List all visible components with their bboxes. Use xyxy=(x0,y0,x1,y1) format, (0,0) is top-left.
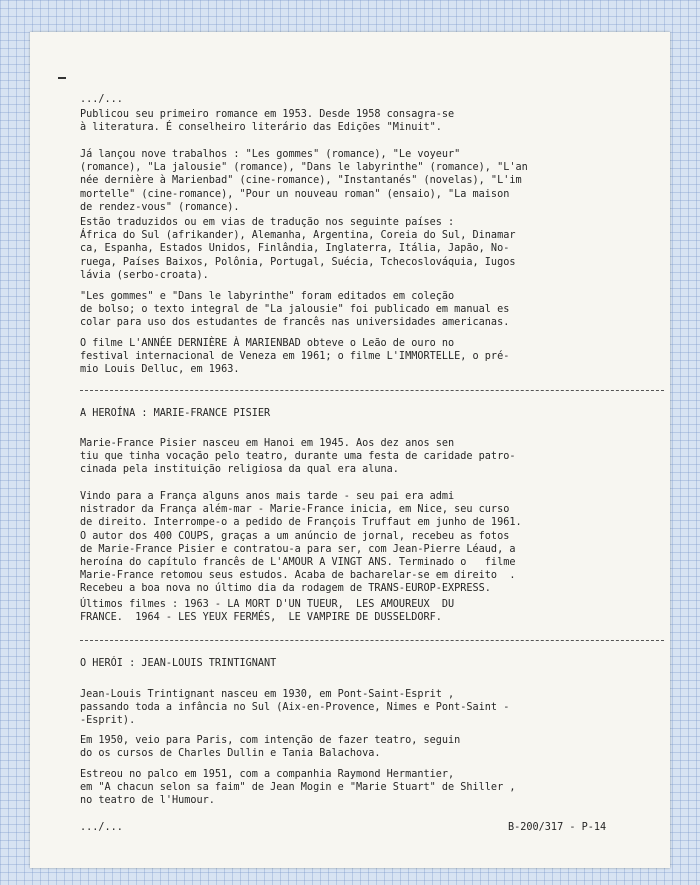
section-divider xyxy=(80,640,664,641)
paragraph-heroine-films: Últimos filmes : 1963 - LA MORT D'UN TUEUR, LES AMOUREUX DU FRANCE. 1964 - LES YEUX FERMÉS, LE VAMPIRE DE DUSSELDORF. xyxy=(80,599,455,624)
paragraph-editions: "Les gommes" e "Dans le labyrinthe" foram editados em coleção de bolso; o texto integral de "La jalousie" foi publicado em manual es colar para uso dos estudantes de francês nas universidades americanas. xyxy=(80,291,510,329)
document-reference: B-200/317 - P-14 xyxy=(508,822,607,833)
paragraph-heroine-birth: Marie-France Pisier nasceu em Hanoi em 1945. Aos dez anos sen tiu que tinha vocação pelo teatro, durante uma festa de caridade patro- cinada pela instituição religiosa da qual era aluna. xyxy=(80,438,516,476)
paragraph-hero-paris: Em 1950, veio para Paris, com intenção de fazer teatro, seguin do os cursos de Charles Dullin e Tania Balachova. xyxy=(80,735,461,760)
paragraph-awards: O filme L'ANNÉE DERNIÈRE À MARIENBAD obteve o Leão de ouro no festival internacional de Veneza em 1961; o filme L'IMMORTELLE, o pré- mio Louis Delluc, em 1963. xyxy=(80,338,510,376)
paragraph-translations: Estão traduzidos ou em vias de tradução nos seguinte países : África do Sul (afrikander), Alemanha, Argentina, Coreia do Sul, Dinamar ca, Espanha, Estados Unidos, Finlândia, Inglaterra, Itália, Japão, No- ruega, Países Baixos, Polônia, Portugal, Suécia, Tchecoslováquia, Iugos lávia (serbo-croata). xyxy=(80,217,516,281)
paragraph-hero-birth: Jean-Louis Trintignant nasceu em 1930, em Pont-Saint-Esprit , passando toda a infância no Sul (Aix-en-Provence, Nimes e Pont-Saint - -Esprit). xyxy=(80,689,510,727)
heading-hero: O HERÓI : JEAN-LOUIS TRINTIGNANT xyxy=(80,658,277,669)
paragraph-hero-debut: Estreou no palco em 1951, com a companhia Raymond Hermantier, em "A chacun selon sa faim" de Jean Mogin e "Marie Stuart" de Shiller , no teatro de l'Humour. xyxy=(80,769,516,807)
paragraph-first-novel: Publicou seu primeiro romance em 1953. Desde 1958 consagra-se à literatura. É conselheiro literário das Edições "Minuit". xyxy=(80,109,455,134)
document-page xyxy=(30,32,670,868)
heading-heroine: A HEROÍNA : MARIE-FRANCE PISIER xyxy=(80,408,271,419)
punch-mark xyxy=(58,77,66,79)
paragraph-works: Já lançou nove trabalhos : "Les gommes" (romance), "Le voyeur" (romance), "La jalousie" (romance), "Dans le labyrinthe" (romance), "L'an née dernière à Marienbad" (cine-romance), "Instantanés" (novelas), "L'im mortelle" (cine-romance), "Pour un nouveau roman" (ensaio), "La maison de rendez-vous" (romance). xyxy=(80,149,528,213)
continuation-mark-bottom: .../... xyxy=(80,822,123,833)
continuation-mark-top: .../... xyxy=(80,94,123,105)
section-divider xyxy=(80,390,664,391)
paragraph-heroine-career: Vindo para a França alguns anos mais tarde - seu pai era admi nistrador da França além-mar - Marie-France inicia, em Nice, seu curso de direito. Interrompe-o a pedido de François Truffaut em junho de 1961. O autor dos 400 COUPS, graças a um anúncio de jornal, recebeu as fotos de Marie-France Pisier e contratou-a para ser, com Jean-Pierre Léaud, a heroína do capítulo francês de L'AMOUR A VINGT ANS. Terminado o filme Marie-France retomou seus estudos. Acaba de bacharelar-se em direito . Recebeu a boa nova no último dia da rodagem de TRANS-EUROP-EXPRESS. xyxy=(80,491,522,595)
